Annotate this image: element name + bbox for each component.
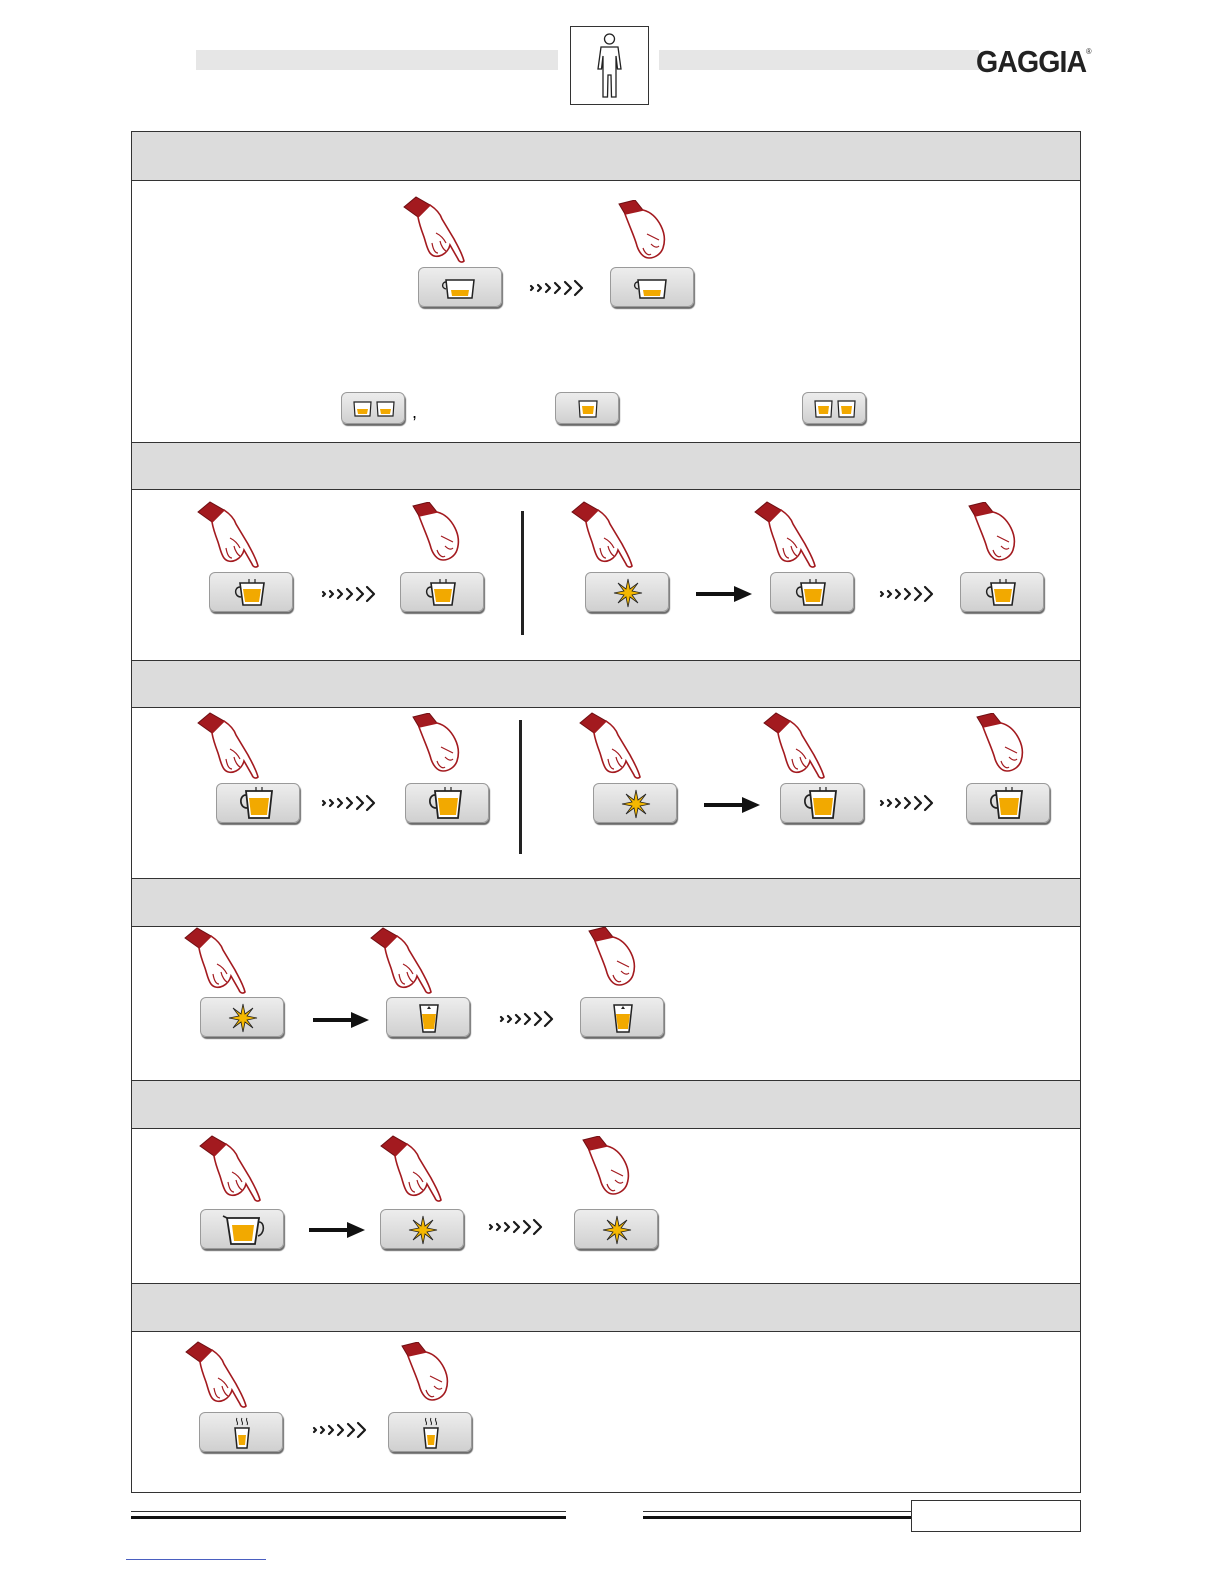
release-hand-icon [576, 1136, 646, 1206]
then-arrow [704, 797, 760, 813]
release-hand-icon [970, 713, 1040, 783]
hot-water-button[interactable] [199, 1412, 283, 1452]
press-hand-icon [369, 926, 439, 996]
large-cup-icon [217, 784, 301, 824]
two-espresso-cups-button[interactable] [802, 392, 866, 424]
star-icon [201, 998, 285, 1038]
star-button[interactable] [593, 783, 677, 823]
cappuccino-button-result[interactable] [400, 572, 484, 612]
cup-icon [419, 268, 503, 308]
large-cappuccino-button[interactable] [780, 783, 864, 823]
hold-dots-arrow [498, 1009, 558, 1029]
footer-rule-left-thin [131, 1511, 566, 1512]
section-1-header [132, 131, 1080, 181]
two-cups-button[interactable] [341, 392, 405, 424]
section-3-divider [519, 720, 522, 854]
latte-glass-button-result[interactable] [580, 997, 664, 1037]
star-icon [586, 573, 670, 613]
latte-glass-button[interactable] [386, 997, 470, 1037]
cappuccino-cup-icon [401, 573, 485, 613]
press-hand-icon [198, 1134, 268, 1204]
hot-water-icon [200, 1413, 284, 1453]
hold-dots-arrow [878, 793, 938, 813]
header-bar-right [659, 50, 979, 70]
hold-dots-arrow [320, 793, 380, 813]
press-hand-icon [578, 711, 648, 781]
large-cappuccino-button-result[interactable] [405, 783, 489, 823]
cappuccino-cup-icon [961, 573, 1045, 613]
cappuccino-button[interactable] [209, 572, 293, 612]
hold-dots-arrow [528, 278, 588, 298]
latte-glass-icon [581, 998, 665, 1038]
release-hand-icon [612, 200, 682, 270]
hot-water-icon [389, 1413, 473, 1453]
milk-jug-button[interactable] [200, 1209, 284, 1249]
section-5-header [132, 1080, 1080, 1129]
release-hand-icon [406, 713, 476, 783]
press-hand-icon [196, 500, 266, 570]
cup-icon [556, 393, 620, 425]
star-button-result[interactable] [574, 1209, 658, 1249]
hold-dots-arrow [320, 584, 380, 604]
star-icon [381, 1210, 465, 1250]
section-2-divider [521, 511, 524, 635]
hot-water-button-result[interactable] [388, 1412, 472, 1452]
release-hand-icon [406, 502, 476, 572]
single-cup-button[interactable] [418, 267, 502, 307]
press-hand-icon [762, 711, 832, 781]
press-hand-icon [196, 711, 266, 781]
hold-dots-arrow [311, 1420, 371, 1440]
page-number-box [911, 1500, 1081, 1532]
person-icon [571, 27, 648, 104]
footer-link-underline[interactable] [126, 1559, 266, 1560]
brand-logo: GAGGIA® [976, 44, 1091, 79]
release-hand-icon [395, 1342, 465, 1412]
star-icon [575, 1210, 659, 1250]
large-cappuccino-button-result[interactable] [966, 783, 1050, 823]
cappuccino-cup-icon [210, 573, 294, 613]
press-hand-icon [402, 195, 472, 265]
cappuccino-cup-icon [771, 573, 855, 613]
press-hand-icon [379, 1134, 449, 1204]
star-button[interactable] [380, 1209, 464, 1249]
large-cup-icon [967, 784, 1051, 824]
then-arrow [309, 1222, 365, 1238]
then-arrow [696, 586, 752, 602]
footer-rule-left [131, 1516, 566, 1519]
star-icon [594, 784, 678, 824]
release-hand-icon [962, 502, 1032, 572]
single-cup-button-result[interactable] [610, 267, 694, 307]
espresso-cup-button[interactable] [555, 392, 619, 424]
cappuccino-button-result[interactable] [960, 572, 1044, 612]
then-arrow [313, 1012, 369, 1028]
section-3-header [132, 660, 1080, 708]
hold-dots-arrow [878, 584, 938, 604]
section-4-header [132, 878, 1080, 927]
section-6-header [132, 1283, 1080, 1332]
header-bar-left [196, 50, 558, 70]
footer-rule-right-thin [643, 1511, 911, 1512]
hold-dots-arrow [487, 1217, 547, 1237]
cappuccino-button[interactable] [770, 572, 854, 612]
star-button[interactable] [585, 572, 669, 612]
footer-rule-right [643, 1516, 911, 1519]
latte-glass-icon [387, 998, 471, 1038]
jug-icon [201, 1210, 285, 1250]
two-cups-icon [803, 393, 867, 425]
section-2-header [132, 442, 1080, 490]
star-button[interactable] [200, 997, 284, 1037]
press-hand-icon [183, 926, 253, 996]
separator-comma: , [412, 402, 418, 422]
large-cappuccino-button[interactable] [216, 783, 300, 823]
cup-icon [611, 268, 695, 308]
large-cup-icon [406, 784, 490, 824]
large-cup-icon [781, 784, 865, 824]
two-cups-icon [342, 393, 406, 425]
user-section-icon [570, 26, 649, 105]
release-hand-icon [582, 927, 652, 997]
press-hand-icon [753, 500, 823, 570]
press-hand-icon [184, 1340, 254, 1410]
press-hand-icon [570, 500, 640, 570]
